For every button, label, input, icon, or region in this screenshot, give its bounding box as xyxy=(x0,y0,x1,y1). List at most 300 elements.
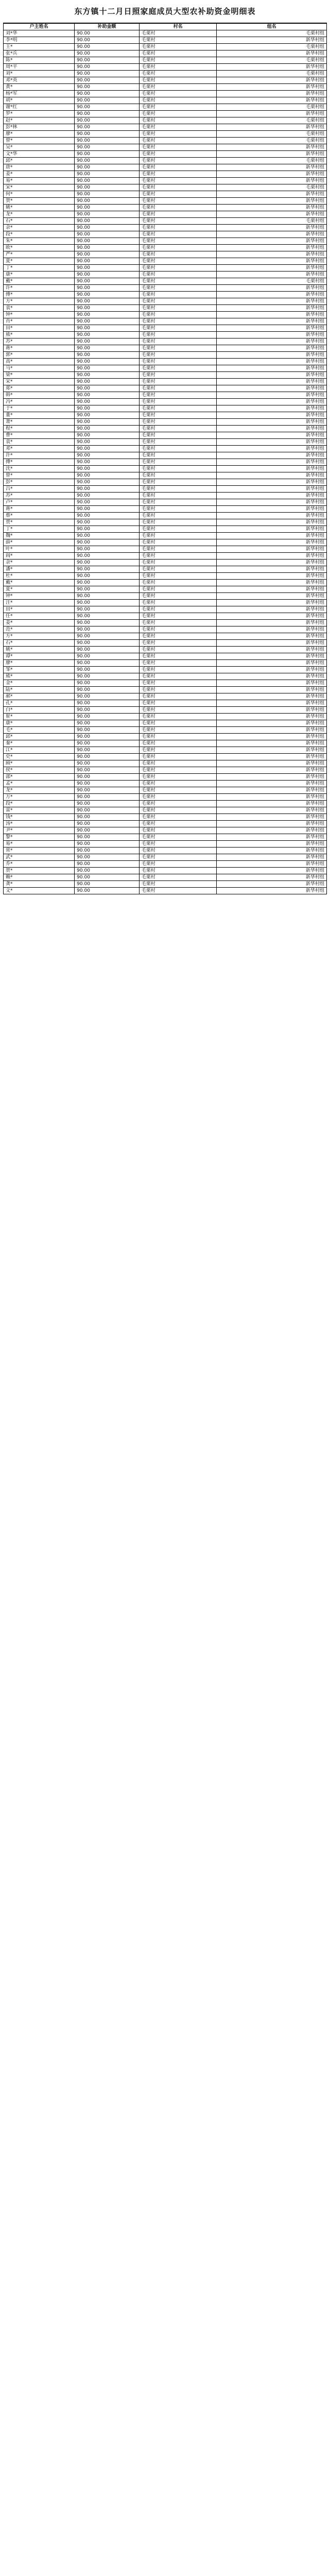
table-row xyxy=(4,720,327,727)
cell-village: 毛栗村 xyxy=(139,874,217,881)
cell-amount: 90.00 xyxy=(75,446,140,452)
cell-village: 毛栗村 xyxy=(139,586,217,593)
table-row xyxy=(4,131,327,138)
cell-amount: 90.00 xyxy=(75,767,140,774)
cell-name: 孔* xyxy=(4,700,75,707)
cell-name: 方* xyxy=(4,633,75,640)
cell-village: 毛栗村 xyxy=(139,372,217,379)
cell-amount: 90.00 xyxy=(75,888,140,894)
table-row xyxy=(4,747,327,754)
cell-name: 汪* xyxy=(4,600,75,606)
cell-group: 新华村组 xyxy=(217,560,327,566)
table-row xyxy=(4,318,327,325)
cell-amount: 90.00 xyxy=(75,854,140,861)
cell-name: 姜* xyxy=(4,171,75,178)
cell-amount: 90.00 xyxy=(75,359,140,365)
cell-name: 姜* xyxy=(4,620,75,626)
cell-village: 毛栗村 xyxy=(139,325,217,332)
cell-amount: 90.00 xyxy=(75,332,140,338)
table-row xyxy=(4,198,327,205)
cell-group: 新华村组 xyxy=(217,91,327,97)
cell-village: 毛栗村 xyxy=(139,198,217,205)
cell-village: 毛栗村 xyxy=(139,519,217,526)
cell-village: 毛栗村 xyxy=(139,405,217,412)
table-row xyxy=(4,888,327,894)
cell-group: 新华村组 xyxy=(217,734,327,740)
cell-name: 余* xyxy=(4,225,75,231)
cell-group: 新华村组 xyxy=(217,412,327,419)
table-row xyxy=(4,91,327,97)
cell-amount: 90.00 xyxy=(75,104,140,111)
cell-name: 易* xyxy=(4,841,75,848)
cell-amount: 90.00 xyxy=(75,292,140,298)
cell-village: 毛栗村 xyxy=(139,238,217,245)
cell-name: 黄* xyxy=(4,84,75,91)
table-row xyxy=(4,104,327,111)
cell-name: 杜* xyxy=(4,573,75,580)
cell-village: 毛栗村 xyxy=(139,131,217,138)
cell-amount: 90.00 xyxy=(75,399,140,405)
cell-group: 新华村组 xyxy=(217,312,327,318)
cell-village: 毛栗村 xyxy=(139,211,217,218)
cell-group: 新华村组 xyxy=(217,446,327,452)
cell-amount: 90.00 xyxy=(75,84,140,91)
cell-group: 新华村组 xyxy=(217,238,327,245)
table-row xyxy=(4,285,327,292)
cell-name: 严* xyxy=(4,251,75,258)
cell-name: 田* xyxy=(4,325,75,332)
cell-name: 姚* xyxy=(4,647,75,653)
cell-village: 毛栗村 xyxy=(139,673,217,680)
cell-amount: 90.00 xyxy=(75,111,140,117)
table-row xyxy=(4,359,327,365)
cell-village: 毛栗村 xyxy=(139,680,217,687)
table-row xyxy=(4,653,327,660)
cell-name: 何* xyxy=(4,191,75,198)
table-row xyxy=(4,245,327,251)
cell-amount: 90.00 xyxy=(75,50,140,57)
cell-group: 新华村组 xyxy=(217,84,327,91)
cell-group: 新华村组 xyxy=(217,472,327,479)
cell-village: 毛栗村 xyxy=(139,854,217,861)
cell-village: 毛栗村 xyxy=(139,298,217,305)
cell-village: 毛栗村 xyxy=(139,580,217,586)
cell-name: 宋* xyxy=(4,379,75,385)
cell-village: 毛栗村 xyxy=(139,653,217,660)
table-row xyxy=(4,238,327,245)
cell-name: 钟* xyxy=(4,593,75,600)
table-row xyxy=(4,754,327,760)
cell-amount: 90.00 xyxy=(75,452,140,459)
cell-amount: 90.00 xyxy=(75,151,140,158)
cell-name: 常* xyxy=(4,848,75,854)
cell-village: 毛栗村 xyxy=(139,841,217,848)
cell-village: 毛栗村 xyxy=(139,459,217,466)
cell-amount: 90.00 xyxy=(75,827,140,834)
table-row xyxy=(4,251,327,258)
cell-group: 新华村组 xyxy=(217,466,327,472)
cell-group: 新华村组 xyxy=(217,874,327,881)
cell-group: 新华村组 xyxy=(217,533,327,539)
cell-village: 毛栗村 xyxy=(139,151,217,158)
cell-name: 许* xyxy=(4,285,75,292)
cell-group: 新华村组 xyxy=(217,767,327,774)
cell-name: 谢*红 xyxy=(4,104,75,111)
table-row xyxy=(4,593,327,600)
cell-village: 毛栗村 xyxy=(139,760,217,767)
cell-village: 毛栗村 xyxy=(139,626,217,633)
table-row xyxy=(4,439,327,446)
table-row xyxy=(4,727,327,734)
cell-name: 万* xyxy=(4,794,75,801)
table-row xyxy=(4,191,327,198)
cell-name: 曾* xyxy=(4,138,75,144)
table-row xyxy=(4,278,327,285)
table-row xyxy=(4,432,327,439)
table-row xyxy=(4,379,327,385)
cell-group: 新华村组 xyxy=(217,834,327,841)
cell-name: 秦* xyxy=(4,740,75,747)
cell-village: 毛栗村 xyxy=(139,419,217,426)
table-row xyxy=(4,265,327,272)
table-row xyxy=(4,171,327,178)
cell-name: 范* xyxy=(4,626,75,633)
table-row xyxy=(4,600,327,606)
cell-village: 毛栗村 xyxy=(139,171,217,178)
cell-name: 丁* xyxy=(4,265,75,272)
cell-group: 新华村组 xyxy=(217,399,327,405)
cell-group: 新华村组 xyxy=(217,205,327,211)
table-row xyxy=(4,57,327,64)
cell-village: 毛栗村 xyxy=(139,821,217,827)
cell-amount: 90.00 xyxy=(75,787,140,794)
cell-amount: 90.00 xyxy=(75,667,140,673)
cell-name: 乔* xyxy=(4,861,75,868)
cell-group: 新华村组 xyxy=(217,546,327,553)
cell-amount: 90.00 xyxy=(75,774,140,781)
table-row xyxy=(4,868,327,874)
cell-name: 钱* xyxy=(4,814,75,821)
cell-village: 毛栗村 xyxy=(139,359,217,365)
cell-name: 江* xyxy=(4,747,75,754)
cell-name: 熊* xyxy=(4,332,75,338)
cell-group: 毛栗村组 xyxy=(217,138,327,144)
cell-amount: 90.00 xyxy=(75,814,140,821)
table-row xyxy=(4,124,327,131)
table-row xyxy=(4,77,327,84)
cell-amount: 90.00 xyxy=(75,272,140,278)
cell-amount: 90.00 xyxy=(75,198,140,205)
table-row xyxy=(4,560,327,566)
cell-amount: 90.00 xyxy=(75,740,140,747)
cell-name: 戴* xyxy=(4,580,75,586)
cell-village: 毛栗村 xyxy=(139,312,217,318)
cell-group: 新华村组 xyxy=(217,707,327,714)
cell-amount: 90.00 xyxy=(75,97,140,104)
cell-name: 石* xyxy=(4,640,75,647)
cell-amount: 90.00 xyxy=(75,466,140,472)
cell-name: 陈* xyxy=(4,57,75,64)
table-row xyxy=(4,138,327,144)
table-row xyxy=(4,620,327,626)
cell-amount: 90.00 xyxy=(75,171,140,178)
cell-group: 新华村组 xyxy=(217,479,327,486)
cell-village: 毛栗村 xyxy=(139,245,217,251)
cell-group: 新华村组 xyxy=(217,372,327,379)
cell-village: 毛栗村 xyxy=(139,506,217,513)
cell-group: 新华村组 xyxy=(217,171,327,178)
cell-group: 新华村组 xyxy=(217,111,327,117)
cell-village: 毛栗村 xyxy=(139,318,217,325)
cell-amount: 90.00 xyxy=(75,794,140,801)
cell-group: 新华村组 xyxy=(217,653,327,660)
cell-group: 毛栗村组 xyxy=(217,30,327,37)
cell-name: 赖* xyxy=(4,874,75,881)
cell-amount: 90.00 xyxy=(75,419,140,426)
cell-name: 卢* xyxy=(4,499,75,506)
cell-village: 毛栗村 xyxy=(139,285,217,292)
cell-village: 毛栗村 xyxy=(139,218,217,225)
cell-amount: 90.00 xyxy=(75,312,140,318)
cell-name: 文*华 xyxy=(4,151,75,158)
cell-amount: 90.00 xyxy=(75,385,140,392)
table-row xyxy=(4,372,327,379)
cell-village: 毛栗村 xyxy=(139,486,217,493)
cell-amount: 90.00 xyxy=(75,77,140,84)
cell-village: 毛栗村 xyxy=(139,720,217,727)
cell-village: 毛栗村 xyxy=(139,352,217,359)
cell-amount: 90.00 xyxy=(75,734,140,740)
table-row xyxy=(4,767,327,774)
cell-village: 毛栗村 xyxy=(139,258,217,265)
cell-name: 汤* xyxy=(4,821,75,827)
cell-group: 新华村组 xyxy=(217,606,327,613)
cell-name: 袁* xyxy=(4,305,75,312)
cell-name: 李*明 xyxy=(4,37,75,44)
table-header-row xyxy=(4,24,327,30)
cell-amount: 90.00 xyxy=(75,178,140,184)
cell-group: 新华村组 xyxy=(217,191,327,198)
cell-village: 毛栗村 xyxy=(139,560,217,566)
cell-amount: 90.00 xyxy=(75,325,140,332)
cell-group: 新华村组 xyxy=(217,332,327,338)
cell-amount: 90.00 xyxy=(75,807,140,814)
cell-group: 新华村组 xyxy=(217,225,327,231)
cell-group: 新华村组 xyxy=(217,419,327,426)
table-row xyxy=(4,687,327,693)
cell-amount: 90.00 xyxy=(75,593,140,600)
table-row xyxy=(4,405,327,412)
cell-amount: 90.00 xyxy=(75,459,140,466)
cell-village: 毛栗村 xyxy=(139,426,217,432)
cell-group: 新华村组 xyxy=(217,620,327,626)
table-row xyxy=(4,586,327,593)
cell-name: 宋* xyxy=(4,184,75,191)
cell-group: 新华村组 xyxy=(217,285,327,292)
table-row xyxy=(4,539,327,546)
table-row xyxy=(4,794,327,801)
cell-amount: 90.00 xyxy=(75,184,140,191)
cell-village: 毛栗村 xyxy=(139,104,217,111)
cell-village: 毛栗村 xyxy=(139,84,217,91)
cell-name: 许* xyxy=(4,452,75,459)
cell-name: 蔡* xyxy=(4,513,75,519)
cell-group: 新华村组 xyxy=(217,647,327,653)
cell-group: 新华村组 xyxy=(217,325,327,332)
table-row xyxy=(4,71,327,77)
cell-amount: 90.00 xyxy=(75,727,140,734)
cell-amount: 90.00 xyxy=(75,874,140,881)
cell-amount: 90.00 xyxy=(75,258,140,265)
cell-village: 毛栗村 xyxy=(139,117,217,124)
cell-amount: 90.00 xyxy=(75,633,140,640)
cell-village: 毛栗村 xyxy=(139,493,217,499)
cell-group: 新华村组 xyxy=(217,640,327,647)
cell-amount: 90.00 xyxy=(75,499,140,506)
cell-group: 新华村组 xyxy=(217,50,327,57)
cell-group: 新华村组 xyxy=(217,392,327,399)
header-group: 组名 xyxy=(217,24,327,30)
cell-name: 王* xyxy=(4,44,75,50)
cell-amount: 90.00 xyxy=(75,546,140,553)
cell-group: 新华村组 xyxy=(217,459,327,466)
cell-village: 毛栗村 xyxy=(139,184,217,191)
cell-group: 新华村组 xyxy=(217,613,327,620)
cell-group: 新华村组 xyxy=(217,580,327,586)
table-row xyxy=(4,412,327,419)
table-row xyxy=(4,807,327,814)
cell-amount: 90.00 xyxy=(75,318,140,325)
table-row xyxy=(4,760,327,767)
cell-name: 贺* xyxy=(4,198,75,205)
cell-group: 新华村组 xyxy=(217,345,327,352)
cell-group: 新华村组 xyxy=(217,573,327,580)
cell-village: 毛栗村 xyxy=(139,734,217,740)
cell-group: 新华村组 xyxy=(217,64,327,71)
cell-name: 金* xyxy=(4,680,75,687)
table-row xyxy=(4,874,327,881)
cell-name: 张*兵 xyxy=(4,50,75,57)
cell-group: 新华村组 xyxy=(217,452,327,459)
cell-amount: 90.00 xyxy=(75,841,140,848)
table-row xyxy=(4,37,327,44)
table-row xyxy=(4,218,327,225)
table-row xyxy=(4,774,327,781)
cell-group: 新华村组 xyxy=(217,231,327,238)
cell-name: 彭* xyxy=(4,479,75,486)
cell-group: 毛栗村组 xyxy=(217,158,327,164)
table-row xyxy=(4,673,327,680)
table-row xyxy=(4,399,327,405)
cell-name: 吕* xyxy=(4,486,75,493)
cell-group: 新华村组 xyxy=(217,848,327,854)
cell-group: 新华村组 xyxy=(217,318,327,325)
cell-name: 高* xyxy=(4,359,75,365)
cell-amount: 90.00 xyxy=(75,71,140,77)
cell-village: 毛栗村 xyxy=(139,365,217,372)
cell-amount: 90.00 xyxy=(75,613,140,620)
table-row xyxy=(4,211,327,218)
cell-group: 新华村组 xyxy=(217,164,327,171)
table-row xyxy=(4,781,327,787)
cell-village: 毛栗村 xyxy=(139,827,217,834)
table-row xyxy=(4,613,327,620)
cell-amount: 90.00 xyxy=(75,760,140,767)
cell-village: 毛栗村 xyxy=(139,37,217,44)
cell-amount: 90.00 xyxy=(75,472,140,479)
cell-amount: 90.00 xyxy=(75,345,140,352)
cell-group: 新华村组 xyxy=(217,272,327,278)
cell-name: 刘*华 xyxy=(4,30,75,37)
cell-group: 新华村组 xyxy=(217,600,327,606)
cell-amount: 90.00 xyxy=(75,606,140,613)
cell-name: 武* xyxy=(4,854,75,861)
table-row xyxy=(4,854,327,861)
table-row xyxy=(4,861,327,868)
cell-amount: 90.00 xyxy=(75,640,140,647)
cell-name: 肖* xyxy=(4,318,75,325)
table-row xyxy=(4,693,327,700)
table-row xyxy=(4,814,327,821)
cell-group: 新华村组 xyxy=(217,526,327,533)
table-row xyxy=(4,633,327,640)
cell-name: 薛* xyxy=(4,539,75,546)
cell-village: 毛栗村 xyxy=(139,526,217,533)
cell-name: 龙* xyxy=(4,211,75,218)
cell-village: 毛栗村 xyxy=(139,30,217,37)
cell-amount: 90.00 xyxy=(75,439,140,446)
table-row xyxy=(4,231,327,238)
cell-name: 黎* xyxy=(4,834,75,841)
cell-village: 毛栗村 xyxy=(139,432,217,439)
cell-name: 贾* xyxy=(4,519,75,526)
cell-village: 毛栗村 xyxy=(139,593,217,600)
cell-village: 毛栗村 xyxy=(139,251,217,258)
cell-group: 新华村组 xyxy=(217,365,327,372)
cell-group: 新华村组 xyxy=(217,506,327,513)
cell-name: 顾* xyxy=(4,760,75,767)
table-row xyxy=(4,225,327,231)
cell-group: 新华村组 xyxy=(217,861,327,868)
table-row xyxy=(4,426,327,432)
cell-name: 郭* xyxy=(4,352,75,359)
cell-village: 毛栗村 xyxy=(139,533,217,539)
cell-amount: 90.00 xyxy=(75,412,140,419)
table-row xyxy=(4,97,327,104)
cell-group: 新华村组 xyxy=(217,667,327,673)
cell-village: 毛栗村 xyxy=(139,392,217,399)
cell-amount: 90.00 xyxy=(75,506,140,513)
cell-amount: 90.00 xyxy=(75,700,140,707)
cell-village: 毛栗村 xyxy=(139,767,217,774)
cell-group: 新华村组 xyxy=(217,687,327,693)
cell-group: 新华村组 xyxy=(217,251,327,258)
cell-amount: 90.00 xyxy=(75,479,140,486)
cell-village: 毛栗村 xyxy=(139,466,217,472)
cell-name: 雷* xyxy=(4,807,75,814)
cell-amount: 90.00 xyxy=(75,754,140,760)
cell-amount: 90.00 xyxy=(75,124,140,131)
cell-amount: 90.00 xyxy=(75,278,140,285)
table-row xyxy=(4,573,327,580)
cell-village: 毛栗村 xyxy=(139,700,217,707)
table-row xyxy=(4,30,327,37)
cell-group: 新华村组 xyxy=(217,37,327,44)
cell-village: 毛栗村 xyxy=(139,399,217,405)
cell-village: 毛栗村 xyxy=(139,660,217,667)
cell-group: 毛栗村组 xyxy=(217,44,327,50)
cell-group: 新华村组 xyxy=(217,593,327,600)
